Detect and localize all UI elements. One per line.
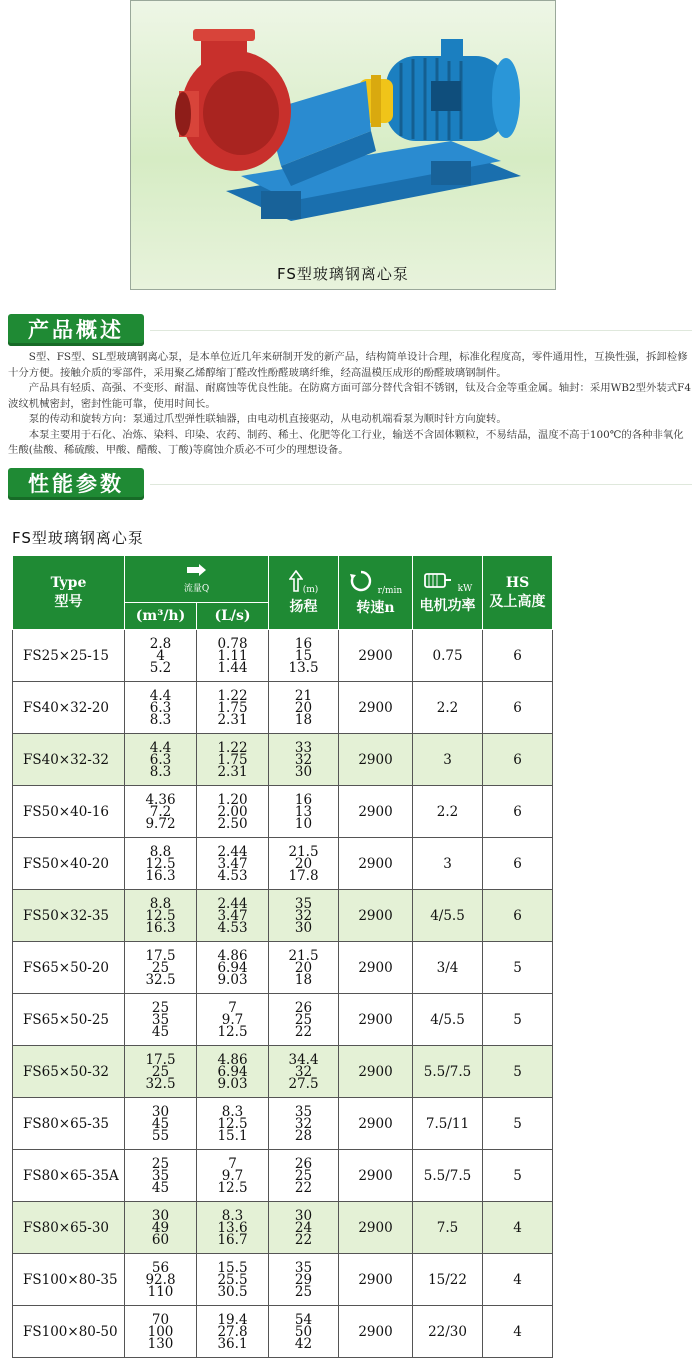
table-row — [13, 890, 553, 942]
cell-speed: 2900 — [339, 1046, 413, 1098]
cell-value: 2.31 — [217, 711, 248, 728]
cell-speed: 2900 — [339, 1098, 413, 1150]
cell-value: 35 — [294, 1259, 313, 1276]
cell-power: 4/5.5 — [413, 994, 483, 1046]
flow-icon — [186, 563, 208, 577]
cell-value: 12.5 — [217, 1115, 248, 1132]
cell-q-ls — [197, 1046, 269, 1098]
table-row — [13, 838, 553, 890]
cell-value: 0.78 — [217, 635, 248, 652]
header-flow-ls: (L/s) — [197, 603, 269, 630]
header-flow-m3h: (m³/h) — [125, 603, 197, 630]
cell-value: 60 — [151, 1231, 170, 1248]
cell-value: 30 — [151, 1103, 170, 1120]
table-row — [13, 1306, 553, 1358]
cell-head — [269, 682, 339, 734]
cell-value: 27.8 — [217, 1323, 248, 1340]
cell-value: 1.20 — [217, 791, 248, 808]
cell-value: 15.5 — [217, 1259, 248, 1276]
cell-value: 4.4 — [149, 739, 172, 756]
cell-value: 33 — [294, 739, 313, 756]
cell-value: 12.5 — [217, 1023, 248, 1040]
cell-value: 2.00 — [217, 803, 248, 820]
header-hs-en: HS — [505, 574, 530, 591]
cell-q-m3h — [125, 1098, 197, 1150]
cell-power: 3 — [413, 734, 483, 786]
cell-type: FS25×25-15 — [13, 630, 125, 682]
cell-value: 16.3 — [145, 919, 176, 936]
cell-speed: 2900 — [339, 1254, 413, 1306]
cell-value: 4.86 — [217, 947, 248, 964]
cell-head — [269, 994, 339, 1046]
cell-value: 92.8 — [145, 1271, 176, 1288]
cell-value: 110 — [147, 1283, 174, 1300]
cell-value: 1.75 — [217, 699, 248, 716]
table-row — [13, 682, 553, 734]
cell-hs: 6 — [483, 786, 553, 838]
cell-value: 21.5 — [288, 843, 319, 860]
cell-value: 35 — [294, 1103, 313, 1120]
cell-value: 8.3 — [149, 711, 172, 728]
cell-speed: 2900 — [339, 890, 413, 942]
overview-paragraph: 泵的传动和旋转方向：泵通过爪型弹性联轴器，由电动机直接驱动，从电动机端看泵为顺时针方向旋转。 — [28, 413, 507, 425]
cell-type: FS80×65-35 — [13, 1098, 125, 1150]
cell-value: 1.44 — [217, 659, 248, 676]
cell-value: 25 — [294, 1167, 313, 1184]
cell-power: 3 — [413, 838, 483, 890]
cell-value: 45 — [151, 1023, 170, 1040]
cell-head — [269, 734, 339, 786]
cell-value: 24 — [294, 1219, 313, 1236]
cell-value: 12.5 — [145, 855, 176, 872]
cell-value: 26 — [294, 1155, 313, 1172]
cell-value: 22 — [294, 1179, 313, 1196]
cell-type: FS65×50-32 — [13, 1046, 125, 1098]
cell-value: 35 — [294, 895, 313, 912]
cell-power: 2.2 — [413, 786, 483, 838]
cell-q-m3h — [125, 942, 197, 994]
cell-value: 21.5 — [288, 947, 319, 964]
cell-value: 8.3 — [221, 1103, 244, 1120]
cell-speed: 2900 — [339, 1150, 413, 1202]
header-hs-cn: 及上高度 — [489, 593, 546, 610]
cell-value: 9.7 — [221, 1011, 244, 1028]
cell-value: 2.31 — [217, 763, 248, 780]
cell-value: 49 — [151, 1219, 170, 1236]
cell-value: 32.5 — [145, 971, 176, 988]
header-power-label: 电机功率 — [419, 597, 476, 614]
cell-speed: 2900 — [339, 942, 413, 994]
cell-value: 32 — [294, 1115, 313, 1132]
cell-value: 35 — [151, 1011, 170, 1028]
cell-power: 4/5.5 — [413, 890, 483, 942]
cell-value: 6.3 — [149, 751, 172, 768]
cell-value: 32 — [294, 751, 313, 768]
cell-value: 1.22 — [217, 687, 248, 704]
cell-value: 26 — [294, 999, 313, 1016]
cell-value: 4 — [156, 647, 165, 664]
cell-q-m3h — [125, 1046, 197, 1098]
spec-table — [12, 555, 553, 1358]
cell-value: 2.44 — [217, 895, 248, 912]
cell-q-m3h — [125, 838, 197, 890]
cell-value: 25 — [151, 959, 170, 976]
cell-value: 12.5 — [145, 907, 176, 924]
cell-type: FS80×65-35A — [13, 1150, 125, 1202]
header-type-en: Type — [50, 574, 87, 591]
cell-hs: 5 — [483, 994, 553, 1046]
header-flow — [125, 556, 269, 603]
cell-hs: 5 — [483, 1046, 553, 1098]
cell-value: 17.5 — [145, 947, 176, 964]
cell-power: 3/4 — [413, 942, 483, 994]
cell-value: 25.5 — [217, 1271, 248, 1288]
cell-value: 45 — [151, 1115, 170, 1132]
overview-paragraph: 本泵主要用于石化、冶炼、染料、印染、农药、制药、稀土、化肥等化工行业，输送不含固体颗粒，不易结晶，温度不高于100℃的各种非氧化生酸(盐酸、稀硫酸、甲酸、醋酸、丁酸)等腐蚀介质必不可少的理想设备。 — [8, 428, 684, 456]
cell-value: 7.2 — [149, 803, 172, 820]
cell-hs: 6 — [483, 838, 553, 890]
header-head-unit: (m) — [302, 584, 319, 595]
cell-q-ls — [197, 942, 269, 994]
cell-value: 8.8 — [149, 843, 172, 860]
cell-value: 27.5 — [288, 1075, 319, 1092]
cell-q-m3h — [125, 994, 197, 1046]
cell-type: FS80×65-30 — [13, 1202, 125, 1254]
divider — [150, 484, 692, 485]
cell-value: 35 — [151, 1167, 170, 1184]
cell-value: 16.7 — [217, 1231, 248, 1248]
cell-value: 30 — [294, 763, 313, 780]
cell-type: FS50×32-35 — [13, 890, 125, 942]
cell-q-m3h — [125, 682, 197, 734]
cell-q-ls — [197, 1150, 269, 1202]
cell-value: 20 — [294, 855, 313, 872]
cell-value: 3.47 — [217, 855, 248, 872]
cell-head — [269, 838, 339, 890]
cell-speed: 2900 — [339, 734, 413, 786]
product-photo — [130, 0, 556, 290]
cell-value: 22 — [294, 1231, 313, 1248]
cell-value: 8.8 — [149, 895, 172, 912]
cell-q-m3h — [125, 1254, 197, 1306]
cell-q-m3h — [125, 890, 197, 942]
cell-speed: 2900 — [339, 994, 413, 1046]
header-type-cn: 型号 — [54, 593, 83, 610]
cell-value: 13.5 — [288, 659, 319, 676]
cell-hs: 4 — [483, 1306, 553, 1358]
cell-speed: 2900 — [339, 786, 413, 838]
header-power — [413, 556, 483, 630]
overview-paragraph: 产品具有轻质、高强、不变形、耐温、耐腐蚀等优良性能。在防腐方面可部分替代含钼不锈钢，钛及合金等重金属。轴封：采用WB2型外装式F4波纹机械密封，密封性能可靠，使用时间长。 — [8, 382, 691, 410]
cell-head — [269, 1254, 339, 1306]
cell-value: 13.6 — [217, 1219, 248, 1236]
cell-value: 25 — [151, 1155, 170, 1172]
cell-value: 25 — [151, 1063, 170, 1080]
cell-q-ls — [197, 682, 269, 734]
cell-head — [269, 1202, 339, 1254]
cell-value: 55 — [151, 1127, 170, 1144]
cell-value: 25 — [294, 1283, 313, 1300]
cell-speed: 2900 — [339, 630, 413, 682]
cell-value: 9.7 — [221, 1167, 244, 1184]
cell-head — [269, 630, 339, 682]
cell-power: 7.5/11 — [413, 1098, 483, 1150]
table-row — [13, 942, 553, 994]
header-power-unit: kW — [457, 583, 473, 594]
cell-value: 4.86 — [217, 1051, 248, 1068]
cell-q-ls — [197, 734, 269, 786]
cell-value: 9.03 — [217, 1075, 248, 1092]
cell-value: 25 — [151, 999, 170, 1016]
head-arrow-icon — [289, 570, 303, 592]
cell-q-ls — [197, 994, 269, 1046]
header-speed-unit: r/min — [377, 585, 403, 596]
cell-value: 4.53 — [217, 919, 248, 936]
cell-value: 7 — [228, 999, 237, 1016]
cell-hs: 6 — [483, 890, 553, 942]
header-hs — [483, 556, 553, 630]
cell-value: 4.53 — [217, 867, 248, 884]
cell-value: 45 — [151, 1179, 170, 1196]
cell-value: 15.1 — [217, 1127, 248, 1144]
cell-hs: 5 — [483, 942, 553, 994]
cell-power: 2.2 — [413, 682, 483, 734]
cell-power: 15/22 — [413, 1254, 483, 1306]
header-type — [13, 556, 125, 630]
table-row — [13, 630, 553, 682]
cell-value: 7 — [228, 1155, 237, 1172]
cell-value: 32 — [294, 1063, 313, 1080]
header-speed-label: 转速n — [356, 599, 395, 616]
cell-value: 2.44 — [217, 843, 248, 860]
cell-value: 34.4 — [288, 1051, 319, 1068]
cell-value: 1.11 — [217, 647, 248, 664]
cell-q-m3h — [125, 1202, 197, 1254]
cell-speed: 2900 — [339, 682, 413, 734]
cell-q-ls — [197, 786, 269, 838]
cell-q-ls — [197, 630, 269, 682]
cell-hs: 6 — [483, 630, 553, 682]
cell-value: 100 — [147, 1323, 174, 1340]
cell-q-ls — [197, 1254, 269, 1306]
cell-value: 130 — [147, 1335, 174, 1352]
cell-head — [269, 942, 339, 994]
cell-q-m3h — [125, 1306, 197, 1358]
cell-value: 16 — [294, 635, 313, 652]
table-row — [13, 1150, 553, 1202]
cell-speed: 2900 — [339, 1306, 413, 1358]
cell-value: 16.3 — [145, 867, 176, 884]
overview-text — [8, 350, 692, 459]
cell-value: 21 — [294, 687, 313, 704]
cell-q-ls — [197, 1306, 269, 1358]
cell-value: 18 — [294, 971, 313, 988]
cell-hs: 5 — [483, 1150, 553, 1202]
table-row — [13, 1046, 553, 1098]
table-row — [13, 1202, 553, 1254]
cell-value: 42 — [294, 1335, 313, 1352]
cell-value: 9.03 — [217, 971, 248, 988]
cell-q-m3h — [125, 1150, 197, 1202]
cell-head — [269, 1046, 339, 1098]
cell-type: FS100×80-50 — [13, 1306, 125, 1358]
cell-hs: 6 — [483, 734, 553, 786]
cell-value: 2.8 — [149, 635, 172, 652]
header-head — [269, 556, 339, 630]
cell-value: 4.4 — [149, 687, 172, 704]
cell-value: 32.5 — [145, 1075, 176, 1092]
cell-type: FS50×40-20 — [13, 838, 125, 890]
cell-head — [269, 890, 339, 942]
cell-value: 30 — [151, 1207, 170, 1224]
cell-value: 36.1 — [217, 1335, 248, 1352]
cell-hs: 6 — [483, 682, 553, 734]
cell-value: 56 — [151, 1259, 170, 1276]
cell-type: FS50×40-16 — [13, 786, 125, 838]
cell-value: 10 — [294, 815, 313, 832]
table-row — [13, 786, 553, 838]
cell-value: 22 — [294, 1023, 313, 1040]
cell-value: 1.75 — [217, 751, 248, 768]
cell-value: 32 — [294, 907, 313, 924]
cell-type: FS65×50-20 — [13, 942, 125, 994]
table-row — [13, 1254, 553, 1306]
cell-hs: 5 — [483, 1098, 553, 1150]
cell-power: 5.5/7.5 — [413, 1046, 483, 1098]
cell-value: 16 — [294, 791, 313, 808]
cell-head — [269, 1150, 339, 1202]
table-row — [13, 734, 553, 786]
cell-value: 2.50 — [217, 815, 248, 832]
cell-value: 54 — [294, 1311, 313, 1328]
cell-q-ls — [197, 1202, 269, 1254]
cell-head — [269, 786, 339, 838]
header-head-label: 扬程 — [289, 598, 318, 615]
cell-value: 20 — [294, 959, 313, 976]
header-flow-label: 流量Q — [183, 584, 210, 594]
table-row — [13, 994, 553, 1046]
cell-value: 30 — [294, 1207, 313, 1224]
cell-power: 22/30 — [413, 1306, 483, 1358]
cell-value: 30 — [294, 919, 313, 936]
cell-value: 18 — [294, 711, 313, 728]
cell-q-m3h — [125, 786, 197, 838]
overview-paragraph: S型、FS型、SL型玻璃钢离心泵，是本单位近几年来研制开发的新产品，结构简单设计合理，标准化程度高，零件通用性，互换性强，拆卸检修十分方便。接触介质的零部件，采用聚乙烯醇缩丁醛改性酚醛玻璃纤维，经高温模压成形的酚醛玻璃钢制件。 — [8, 351, 688, 379]
cell-value: 8.3 — [221, 1207, 244, 1224]
cell-value: 6.94 — [217, 959, 248, 976]
cell-head — [269, 1306, 339, 1358]
rotation-icon — [349, 569, 373, 593]
cell-hs: 4 — [483, 1254, 553, 1306]
cell-type: FS40×32-20 — [13, 682, 125, 734]
cell-power: 0.75 — [413, 630, 483, 682]
cell-q-ls — [197, 838, 269, 890]
cell-value: 5.2 — [149, 659, 172, 676]
cell-value: 15 — [294, 647, 313, 664]
photo-caption: FS型玻璃钢离心泵 — [277, 265, 409, 283]
cell-q-ls — [197, 1098, 269, 1150]
cell-speed: 2900 — [339, 838, 413, 890]
cell-hs: 4 — [483, 1202, 553, 1254]
cell-type: FS65×50-25 — [13, 994, 125, 1046]
cell-value: 12.5 — [217, 1179, 248, 1196]
cell-value: 1.22 — [217, 739, 248, 756]
table-title: FS型玻璃钢离心泵 — [12, 529, 144, 547]
cell-value: 29 — [294, 1271, 313, 1288]
cell-value: 6.94 — [217, 1063, 248, 1080]
cell-value: 8.3 — [149, 763, 172, 780]
cell-value: 6.3 — [149, 699, 172, 716]
cell-value: 19.4 — [217, 1311, 248, 1328]
performance-heading: 性能参数 — [8, 468, 144, 500]
pump-illustration — [131, 1, 557, 291]
cell-value: 28 — [294, 1127, 313, 1144]
cell-value: 17.8 — [288, 867, 319, 884]
cell-value: 9.72 — [145, 815, 176, 832]
cell-power: 7.5 — [413, 1202, 483, 1254]
cell-power: 5.5/7.5 — [413, 1150, 483, 1202]
table-row — [13, 1098, 553, 1150]
cell-value: 3.47 — [217, 907, 248, 924]
header-speed — [339, 556, 413, 630]
overview-heading: 产品概述 — [8, 314, 144, 346]
cell-q-m3h — [125, 734, 197, 786]
motor-icon — [423, 571, 453, 591]
divider — [150, 330, 692, 331]
cell-value: 4.36 — [145, 791, 176, 808]
cell-q-m3h — [125, 630, 197, 682]
cell-head — [269, 1098, 339, 1150]
cell-type: FS100×80-35 — [13, 1254, 125, 1306]
cell-value: 30.5 — [217, 1283, 248, 1300]
cell-value: 13 — [294, 803, 313, 820]
cell-value: 25 — [294, 1011, 313, 1028]
cell-type: FS40×32-32 — [13, 734, 125, 786]
cell-value: 70 — [151, 1311, 170, 1328]
cell-q-ls — [197, 890, 269, 942]
cell-value: 20 — [294, 699, 313, 716]
cell-value: 50 — [294, 1323, 313, 1340]
spec-table-body — [13, 630, 553, 1358]
cell-value: 17.5 — [145, 1051, 176, 1068]
cell-speed: 2900 — [339, 1202, 413, 1254]
